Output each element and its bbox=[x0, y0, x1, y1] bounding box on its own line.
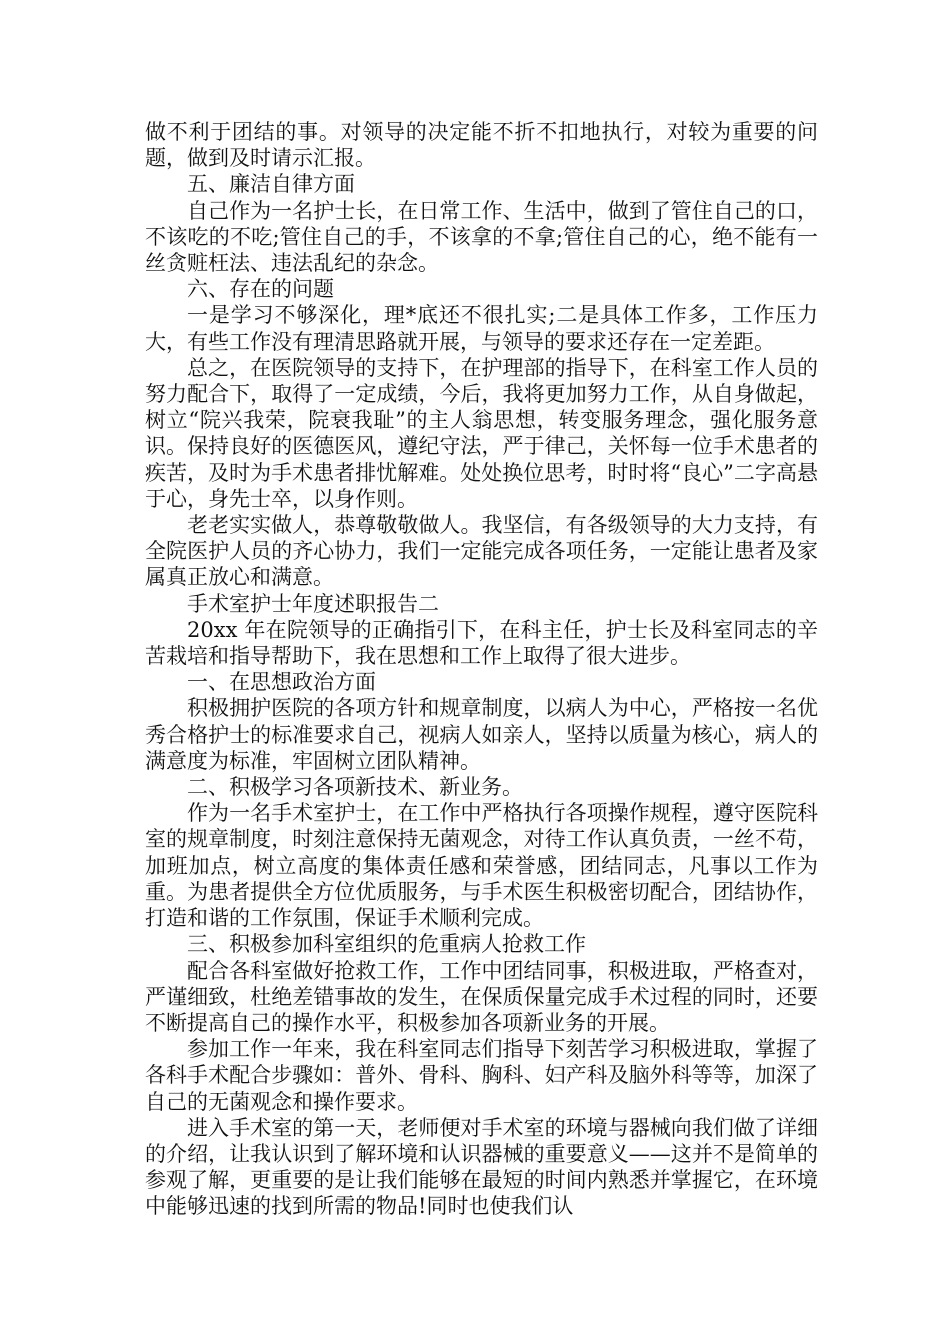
paragraph: 作为一名手术室护士，在工作中严格执行各项操作规程，遵守医院科室的规章制度，时刻注意保持无菌观念，对待工作认真负责，一丝不苟，加班加点，树立高度的集体责任感和荣誉感，团结同志，凡事以工作为重。为患者提供全方位优质服务，与手术医生积极密切配合，团结协作，打造和谐的工作氛围，保证手术顺利完成。 bbox=[145, 801, 818, 931]
paragraph: 一是学习不够深化，理*底还不很扎实;二是具体工作多，工作压力大，有些工作没有理清思路就开展，与领导的要求还存在一定差距。 bbox=[145, 303, 818, 354]
section-heading: 三、积极参加科室组织的危重病人抢救工作 bbox=[187, 932, 586, 957]
paragraph: 积极拥护医院的各项方针和规章制度，以病人为中心，严格按一名优秀合格护士的标准要求自己，视病人如亲人，坚持以质量为核心，病人的满意度为标准，牢固树立团队精神。 bbox=[145, 696, 818, 773]
paragraph: 参加工作一年来，我在科室同志们指导下刻苦学习积极进取，掌握了各科手术配合步骤如：普外、骨科、胸科、妇产科及脑外科等等，加深了自己的无菌观念和操作要求。 bbox=[145, 1037, 818, 1114]
paragraph: 20xx 年在院领导的正确指引下，在科主任，护士长及科室同志的辛苦栽培和指导帮助下，我在思想和工作上取得了很大进步。 bbox=[145, 617, 818, 669]
document-page bbox=[145, 119, 818, 1220]
section-heading: 二、积极学习各项新技术、新业务。 bbox=[187, 775, 523, 800]
paragraph: 配合各科室做好抢救工作，工作中团结同事，积极进取，严格查对，严谨细致，杜绝差错事故的发生，在保质保量完成手术过程的同时，还要不断提高自己的操作水平，积极参加各项新业务的开展。 bbox=[145, 958, 818, 1035]
section-heading: 一、在思想政治方面 bbox=[187, 670, 376, 695]
paragraph: 老老实实做人，恭尊敬敬做人。我坚信，有各级领导的大力支持，有全院医护人员的齐心协力，我们一定能完成各项任务，一定能让患者及家属真正放心和满意。 bbox=[145, 513, 818, 590]
section-heading: 五、廉洁自律方面 bbox=[187, 172, 355, 197]
paragraph: 进入手术室的第一天，老师便对手术室的环境与器械向我们做了详细的介绍，让我认识到了解环境和认识器械的重要意义——这并不是简单的参观了解，更重要的是让我们能够在最短的时间内熟悉并掌握它，在环境中能够迅速的找到所需的物品!同时也使我们认 bbox=[145, 1115, 818, 1219]
paragraph: 做不利于团结的事。对领导的决定能不折不扣地执行，对较为重要的问题，做到及时请示汇报。 bbox=[145, 120, 818, 171]
paragraph: 总之，在医院领导的支持下，在护理部的指导下，在科室工作人员的努力配合下，取得了一定成绩，今后，我将更加努力工作，从自身做起，树立“院兴我荣，院衰我耻”的主人翁思想，转变服务理念，强化服务意识。保持良好的医德医风，遵纪守法，严于律己，关怀每一位手术患者的疾苦，及时为手术患者排忧解难。处处换位思考，时时将“良心”二字高悬于心，身先士卒，以身作则。 bbox=[145, 355, 818, 511]
paragraph: 自己作为一名护士长，在日常工作、生活中，做到了管住自己的口，不该吃的不吃;管住自己的手，不该拿的不拿;管住自己的心，绝不能有一丝贪赃枉法、违法乱纪的杂念。 bbox=[145, 198, 818, 276]
section-heading: 六、存在的问题 bbox=[187, 277, 334, 302]
report-title: 手术室护士年度述职报告二 bbox=[187, 591, 439, 616]
